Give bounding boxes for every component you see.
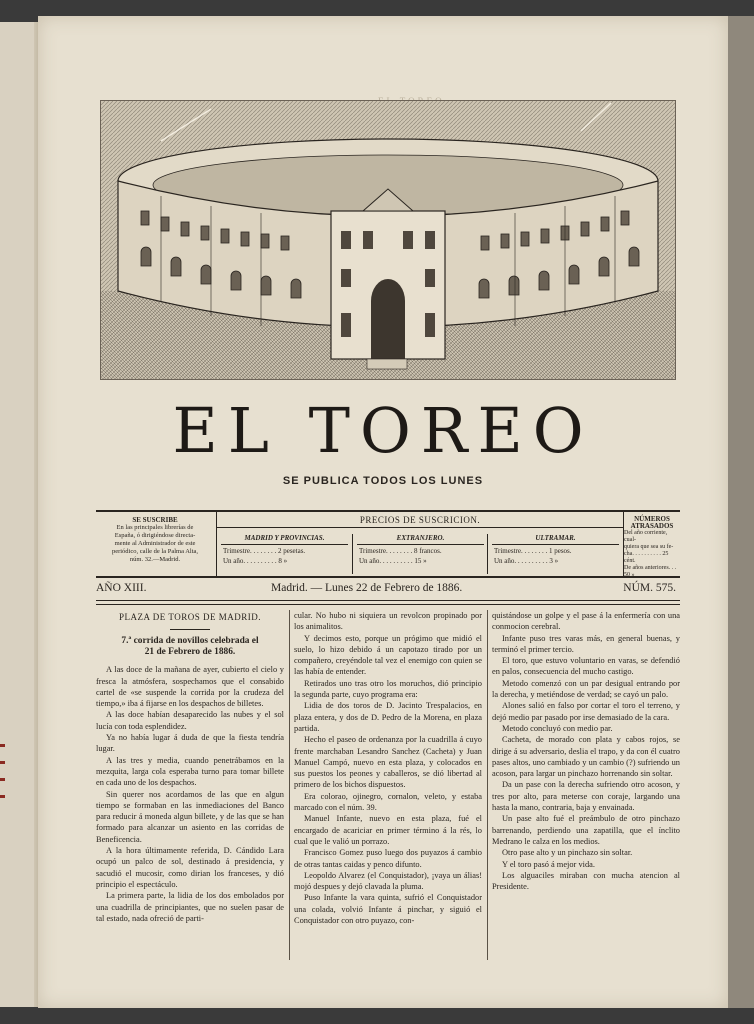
paragraph: El toro, que estuvo voluntario en varas, se defendió en palos, consecuencia del mucho castigo. bbox=[492, 656, 680, 677]
subscription-line: España, ó dirigiéndose directa- bbox=[114, 532, 196, 539]
column-divider bbox=[289, 610, 290, 960]
paragraph: Leopoldo Alvarez (el Conquistador), ¡vaya un álias! mojó despues y dejó clavada la pluma. bbox=[294, 870, 482, 892]
price-column-title: MADRID Y PROVINCIAS. bbox=[221, 534, 348, 545]
bullring-engraving-icon bbox=[100, 100, 676, 380]
paragraph: Y el toro pasó á mejor vida. bbox=[502, 859, 595, 869]
paragraph: Metodo comenzó con un par desigual entrando por la derecha, y metiéndose de verdad; se cayó un palo. bbox=[492, 678, 680, 700]
paragraph: Infante puso tres varas más, en general buenas, y terminó el primer tercio. bbox=[492, 633, 680, 654]
article-column-1 bbox=[96, 610, 284, 924]
price-column-title: EXTRANJERO. bbox=[357, 534, 484, 545]
paragraph: cular. No hubo ni siquiera un revolcon propinado por los animalitos. bbox=[294, 611, 482, 632]
paragraph: Manuel Infante, nuevo en esta plaza, fué el encargado de acariciar en primer término á la rés, lo cual que le valió un porrazo. bbox=[294, 814, 482, 846]
paragraph: Cacheta, de morado con plata y cabos rojos, se dirige á su adversario, deslia el trapo, y da con él cuatro pases altos, uno cambiado y un cambio (?) sufriendo un acoson, para largar un pinchazo horrenando sin soltar. bbox=[492, 735, 680, 779]
paragraph: Los alguaciles miraban con mucha atencion al Presidente. bbox=[492, 870, 680, 892]
section-divider bbox=[170, 629, 210, 630]
prices-block bbox=[216, 512, 624, 576]
subscription-block bbox=[96, 516, 214, 564]
back-issues-heading: NÚMEROS ATRASADOS bbox=[630, 515, 674, 530]
paragraph: Alones salió en falso por cortar el toro el terreno, y dejó medio par pasado por irse demasiado de la cara. bbox=[492, 701, 680, 722]
price-row: Trimestre. . . . . . . . 2 pesetas. bbox=[223, 547, 306, 555]
paragraph: Hecho el paseo de ordenanza por la cuadrilla á cuyo frente marchaban Lesandro Sanchez (Cacheta) y Juan Manuel Campó, nuevo en esta plaza, y colocados en sus puestos los peones y caballeros, se dió libertad al primero de los bichos dispuestos. bbox=[294, 735, 482, 790]
double-rule bbox=[96, 600, 680, 605]
subscription-line: núm. 32.—Madrid. bbox=[129, 556, 181, 563]
masthead-subtitle: SE PUBLICA TODOS LOS LUNES bbox=[282, 475, 484, 487]
paragraph: Era colorao, ojinegro, cornalon, veleto, y estaba marcado con el núm. 39. bbox=[294, 791, 482, 813]
back-issues-block bbox=[624, 516, 680, 579]
back-issues-line: quiera que sea su fe- bbox=[624, 544, 674, 550]
paragraph: Sin querer nos acordamos de las que en algun tiempo se formaban en las inmediaciones del Banco para reducir á moneda algun billete, y de las que se han formado para alcanzar un asiento en las corridas de Beneficencia. bbox=[96, 789, 284, 844]
price-column-ultramar bbox=[487, 534, 623, 574]
paragraph: La primera parte, la lidia de los dos embolados por una cuadrilla de principiantes, que no suelen pasar de tal estado, nada ofreció de parti- bbox=[96, 891, 284, 923]
back-issues-line: cha. . . . . . . . . . 25 cént. bbox=[624, 551, 669, 564]
price-column-extranjero bbox=[352, 534, 488, 574]
price-row: Un año. . . . . . . . . . 3 » bbox=[494, 557, 559, 565]
column-divider bbox=[487, 610, 488, 960]
price-row: Un año. . . . . . . . . . 15 » bbox=[359, 557, 427, 565]
paragraph: Un pase alto fué el preámbulo de otro pinchazo barrenando, perdiendo una zapatilla, que el ínclito Medrano le calza en los medios. bbox=[492, 814, 680, 846]
paragraph: A la hora últimamente referida, D. Cándido Lara ocupó un palco de sol, destinado á presidencia, y sacudió el mucosir, como dirian los franceses, y dió principio el espectáculo. bbox=[96, 846, 284, 889]
subscription-line: En las principales librerías de bbox=[116, 524, 194, 531]
right-page-stack bbox=[728, 16, 754, 1008]
article-title bbox=[96, 636, 284, 658]
paragraph: quistándose un golpe y el pase á la enfermería con una conmocion cerebral. bbox=[492, 611, 680, 632]
subscription-info-box bbox=[96, 510, 680, 578]
year-label: AÑO XIII. bbox=[96, 582, 147, 594]
masthead-title: EL TOREO bbox=[172, 394, 594, 467]
subscription-line: mente al Administrador de este bbox=[114, 540, 196, 547]
paragraph: Otro pase alto y un pinchazo sin soltar. bbox=[502, 848, 633, 858]
paragraph: Francisco Gomez puso luego dos puyazos á cambio de otras tantas caidas y penco difunto. bbox=[294, 848, 482, 869]
back-issues-line: De años anteriores. . . 50 » bbox=[624, 565, 677, 578]
paragraph: Lidia de dos toros de D. Jacinto Trespalacios, en plaza entera, y dos de D. Pedro de la Morena, en plaza partida. bbox=[294, 701, 482, 733]
price-row: Un año. . . . . . . . . . 8 » bbox=[223, 557, 288, 565]
back-issues-line: Del año corriente, cual- bbox=[624, 530, 668, 543]
article-title-line: 21 de Febrero de 1886. bbox=[144, 647, 236, 658]
paragraph: Metodo concluyó con medio par. bbox=[502, 723, 613, 733]
price-row: Trimestre. . . . . . . . 1 pesos. bbox=[494, 547, 572, 555]
price-row: Trimestre. . . . . . . . 8 francos. bbox=[359, 547, 442, 555]
subscription-line: periódico, calle de la Palma Alta, bbox=[111, 548, 199, 555]
article-column-3 bbox=[492, 610, 680, 892]
article-column-2 bbox=[294, 610, 482, 926]
paragraph: Ya no había lugar á duda de que la fiesta tendría lugar. bbox=[96, 733, 284, 754]
price-column-title: ULTRAMAR. bbox=[492, 534, 619, 545]
paragraph: A las doce de la mañana de ayer, cubierto el cielo y fresca la atmósfera, sospechamos que el consabido cartel de «se suspende la corrida por la crudeza del tiempo,» iba á fijarse en los despachos de billetes. bbox=[96, 665, 284, 709]
prices-heading: PRECIOS DE SUSCRICION. bbox=[217, 512, 623, 528]
paragraph: Retirados uno tras otro los moruchos, dió principio la segunda parte, cuyo programa era: bbox=[294, 678, 482, 700]
section-heading: PLAZA DE TOROS DE MADRID. bbox=[119, 612, 261, 622]
newspaper-page bbox=[38, 16, 728, 1008]
price-column-madrid bbox=[217, 534, 352, 574]
page-edge-marks bbox=[0, 730, 6, 850]
left-page-edge bbox=[0, 22, 41, 1007]
issue-date: Madrid. — Lunes 22 de Febrero de 1886. bbox=[271, 582, 463, 594]
paragraph: Puso Infante la vara quinta, sufrió el Conquistador una colada, volvió Infante á pinchar, y siguió el Conquistador con otro puyazo, con- bbox=[294, 893, 482, 926]
article-title-line: 7.ª corrida de novillos celebrada el bbox=[121, 636, 259, 647]
paragraph: Y decimos esto, porque un prógimo que midió el suelo, lo hizo debido á un capotazo tirado por un compañero, creyéndole tal vez el enemigo con quien se las había de entender. bbox=[294, 633, 482, 677]
paragraph: Da un pase con la derecha sufriendo otro acoson, y tres por alto, para meterse con coraje, largando una hasta la mano, contraria, baja y envainada. bbox=[492, 780, 680, 813]
subscription-heading: SE SUSCRIBE bbox=[132, 516, 178, 524]
paragraph: A las doce habían desaparecido las nubes y el sol lucía con toda esplendidez. bbox=[96, 710, 284, 731]
paragraph: A las tres y media, cuando penetrábamos en la mezquita, larga cola esperaba turno para tomar billete en cada uno de los despachos. bbox=[96, 755, 284, 788]
issue-number: NÚM. 575. bbox=[623, 582, 676, 594]
